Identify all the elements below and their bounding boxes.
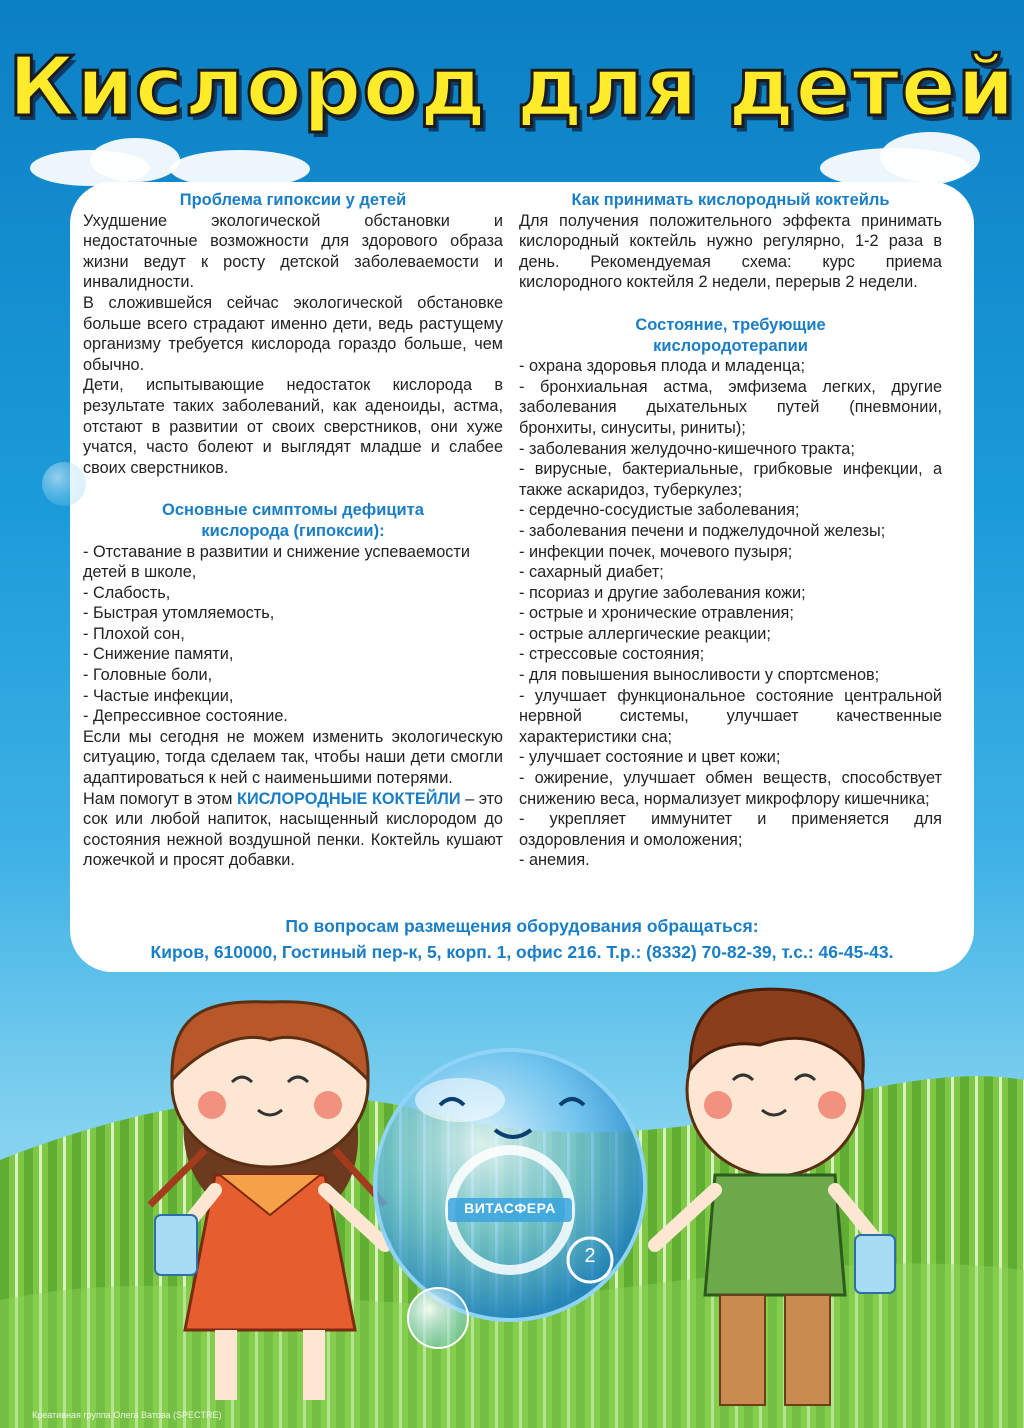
list-item: - острые аллергические реакции; xyxy=(519,624,771,643)
list-item: - Снижение памяти, xyxy=(83,645,234,664)
list-item: - бронхиальная астма, эмфизема легких, другие заболевания дыхательных путей (пневмонии, бронхиты, синуситы, риниты); xyxy=(519,377,942,437)
list-item: - анемия. xyxy=(519,851,590,870)
logo-o2-digit: 2 xyxy=(584,1245,596,1267)
contact-line-1: По вопросам размещения оборудования обращаться: xyxy=(285,916,759,936)
list-item: - улучшает состояние и цвет кожи; xyxy=(519,748,781,767)
symptoms-heading: Основные симптомы дефицита кислорода (гипоксии): xyxy=(162,501,424,540)
paragraph: Дети, испытывающие недостаток кислорода в результате таких заболеваний, как аденоиды, астма, отстают в развитии от своих сверстников, они хуже учатся, часто болеют и выглядят младше и слабее своих сверстников. xyxy=(83,376,503,477)
list-item: - Головные боли, xyxy=(83,666,213,685)
list-item: - сердечно-сосудистые заболевания; xyxy=(519,501,800,520)
list-item: - для повышения выносливости у спортсменов; xyxy=(519,666,880,685)
list-item: - заболевания печени и поджелудочной железы; xyxy=(519,521,886,540)
list-item: - Депрессивное состояние. xyxy=(83,707,288,726)
logo-brand: ВИТАСФЕРА xyxy=(464,1200,556,1216)
small-bubble xyxy=(42,462,86,506)
list-item: - Частые инфекции, xyxy=(83,686,234,705)
list-item: - Отставание в развитии и снижение успеваемости детей в школе, xyxy=(83,542,470,582)
text: – это сок или любой напиток, насыщенный кислородом до состояния нежной воздушной пенки. Коктейль кушают ложечкой и просят добавки. xyxy=(83,789,503,870)
list-item: - охрана здоровья плода и младенца; xyxy=(519,357,805,376)
text: Нам помогут в этом xyxy=(83,789,238,808)
list-item: - Слабость, xyxy=(83,583,171,602)
list-item: - сахарный диабет; xyxy=(519,563,664,582)
hypoxia-heading: Проблема гипоксии у детей xyxy=(179,191,407,209)
list-item: - укрепляет иммунитет и применяется для оздоровления и омоложения; xyxy=(519,810,942,849)
list-item: - острые и хронические отравления; xyxy=(519,604,794,623)
list-item: - Быстрая утомляемость, xyxy=(83,604,275,623)
list-item: - псориаз и другие заболевания кожи; xyxy=(519,583,806,602)
oxygen-bubble xyxy=(375,1050,645,1320)
how-to-take-heading: Как принимать кислородный коктейль xyxy=(571,191,890,209)
paragraph: Для получения положительного эффекта принимать кислородный коктейль нужно регулярно, 1-2 раза в день. Рекомендуемая схема: курс приема кислородного коктейля 2 недели, перерыв 2 недели. xyxy=(519,211,942,292)
paragraph: В сложившейся сейчас экологической обстановке больше всего страдают именно дети, ведь растущему организму требуется кислорода гораздо больше, чем обычно. xyxy=(83,293,503,374)
paragraph: Ухудшение экологической обстановки и недостаточные возможности для здорового образа жизни ведут к росту детской заболеваемости и инвалидности. xyxy=(83,211,503,292)
page-title: Кислород для детей xyxy=(8,40,1016,135)
list-item: - стрессовые состояния; xyxy=(519,645,705,664)
highlight-text: КИСЛОРОДНЫЕ КОКТЕЙЛИ xyxy=(237,789,461,808)
list-item: - ожирение, улучшает обмен веществ, способствует снижению веса, нормализует микрофлору кишечника; xyxy=(519,769,942,808)
list-item: - вирусные, бактериальные, грибковые инфекции, а также аскаридоз, туберкулез; xyxy=(519,460,942,499)
list-item: - Плохой сон, xyxy=(83,624,185,643)
contact-line-2: Киров, 610000, Гостиный пер-к, 5, корп. 1, офис 216. Т.р.: (8332) 70-82-39, т.с.: 46-45-43. xyxy=(150,942,894,962)
list-item: - улучшает функциональное состояние центральной нервной системы, улучшает качественные характеристики сна; xyxy=(519,686,942,746)
list-item: - инфекции почек, мочевого пузыря; xyxy=(519,542,793,561)
list-item: - заболевания желудочно-кишечного тракта; xyxy=(519,439,855,458)
conditions-heading: Состояние, требующие кислородотерапии xyxy=(635,315,826,355)
paragraph: Если мы сегодня не можем изменить экологическую ситуацию, тогда сделаем так, чтобы наши дети смогли адаптироваться к ней с наименьшими потерями. xyxy=(83,727,503,788)
small-bubble xyxy=(408,1288,468,1348)
credit-text: Креативная группа Олега Ватова (SPECTRE) xyxy=(32,1410,222,1420)
